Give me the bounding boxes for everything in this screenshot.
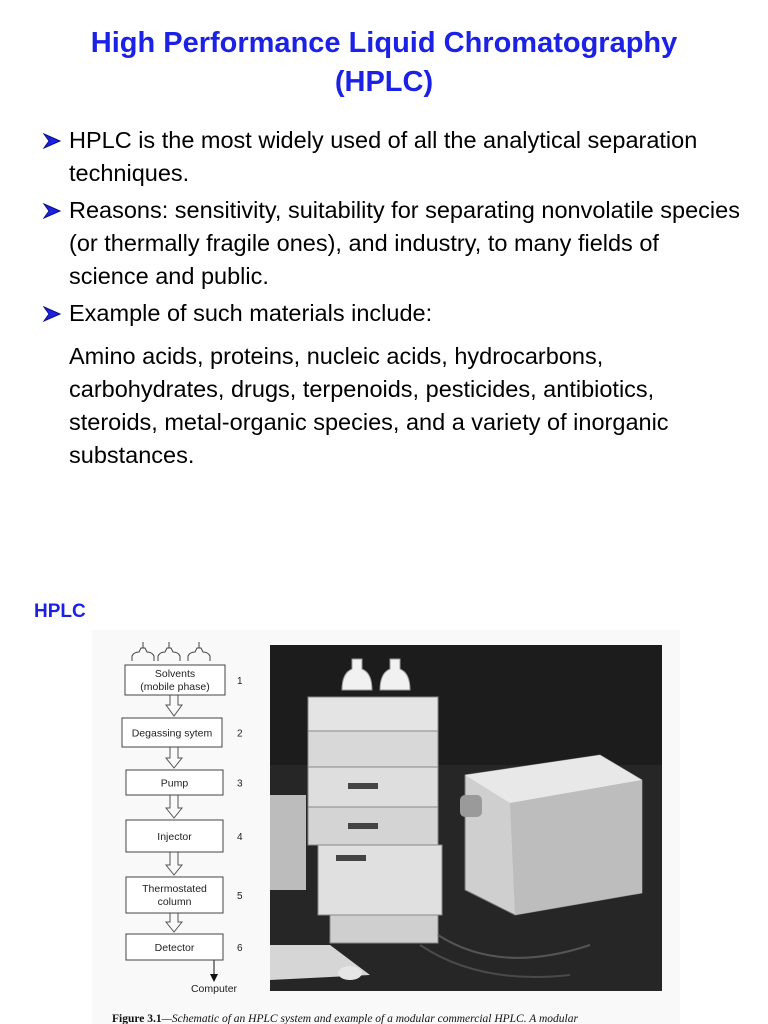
schematic-step-label: Detector <box>154 942 195 954</box>
title-line-2: (HPLC) <box>334 66 434 98</box>
arrow-bullet-icon <box>42 306 62 322</box>
bullet-item <box>42 194 742 293</box>
schematic-step-label: Thermostated <box>142 883 207 895</box>
slide-title <box>0 24 768 102</box>
schematic-step-label: column <box>157 896 192 908</box>
hplc-figure <box>92 630 680 1024</box>
bullet-text: Example of such materials include: <box>69 300 433 326</box>
solvent-bottles-icon <box>132 642 210 661</box>
schematic-step-label: Degassing sytem <box>131 727 213 740</box>
schematic-step-number: 4 <box>237 832 243 843</box>
arrow-bullet-icon <box>42 203 62 219</box>
schematic-output-label: Computer <box>190 983 238 995</box>
schematic-step-label: Solvents <box>154 668 196 680</box>
figure-caption-text: —Schematic of an HPLC system and example of a modular commercial HPLC. A modular <box>161 1013 578 1024</box>
figure-caption-label: Figure 3.1 <box>112 1013 162 1024</box>
schematic-step-number: 2 <box>237 728 243 740</box>
section-subheading: HPLC <box>34 601 86 622</box>
schematic-step-number: 6 <box>237 943 243 954</box>
schematic-step-number: 3 <box>237 778 243 790</box>
schematic-step-label: Injector <box>157 831 192 843</box>
materials-paragraph: Amino acids, proteins, nucleic acids, hydrocarbons, carbohydrates, drugs, terpenoids, pesticides, antibiotics, steroids, metal-organic species, and a variety of inorganic substances. <box>69 343 669 468</box>
schematic-step-number: 1 <box>237 676 243 687</box>
bullet-item <box>42 297 742 330</box>
schematic-step-label: Pump <box>160 777 189 790</box>
figure-caption <box>112 1013 578 1024</box>
bullet-list <box>42 124 742 334</box>
arrow-bullet-icon <box>42 133 62 149</box>
bullet-text: Reasons: sensitivity, suitability for separating nonvolatile species (or thermally fragile ones), and industry, to many fields of science and public. <box>69 197 740 289</box>
bullet-item <box>42 124 742 190</box>
title-line-1: High Performance Liquid Chromatography <box>90 27 678 59</box>
schematic-step-number: 5 <box>237 891 243 902</box>
schematic-step-label: (mobile phase) <box>140 681 210 693</box>
bullet-text: HPLC is the most widely used of all the analytical separation techniques. <box>69 127 698 186</box>
hplc-schematic-diagram <box>92 630 270 1000</box>
hplc-instrument-photo <box>270 645 662 991</box>
